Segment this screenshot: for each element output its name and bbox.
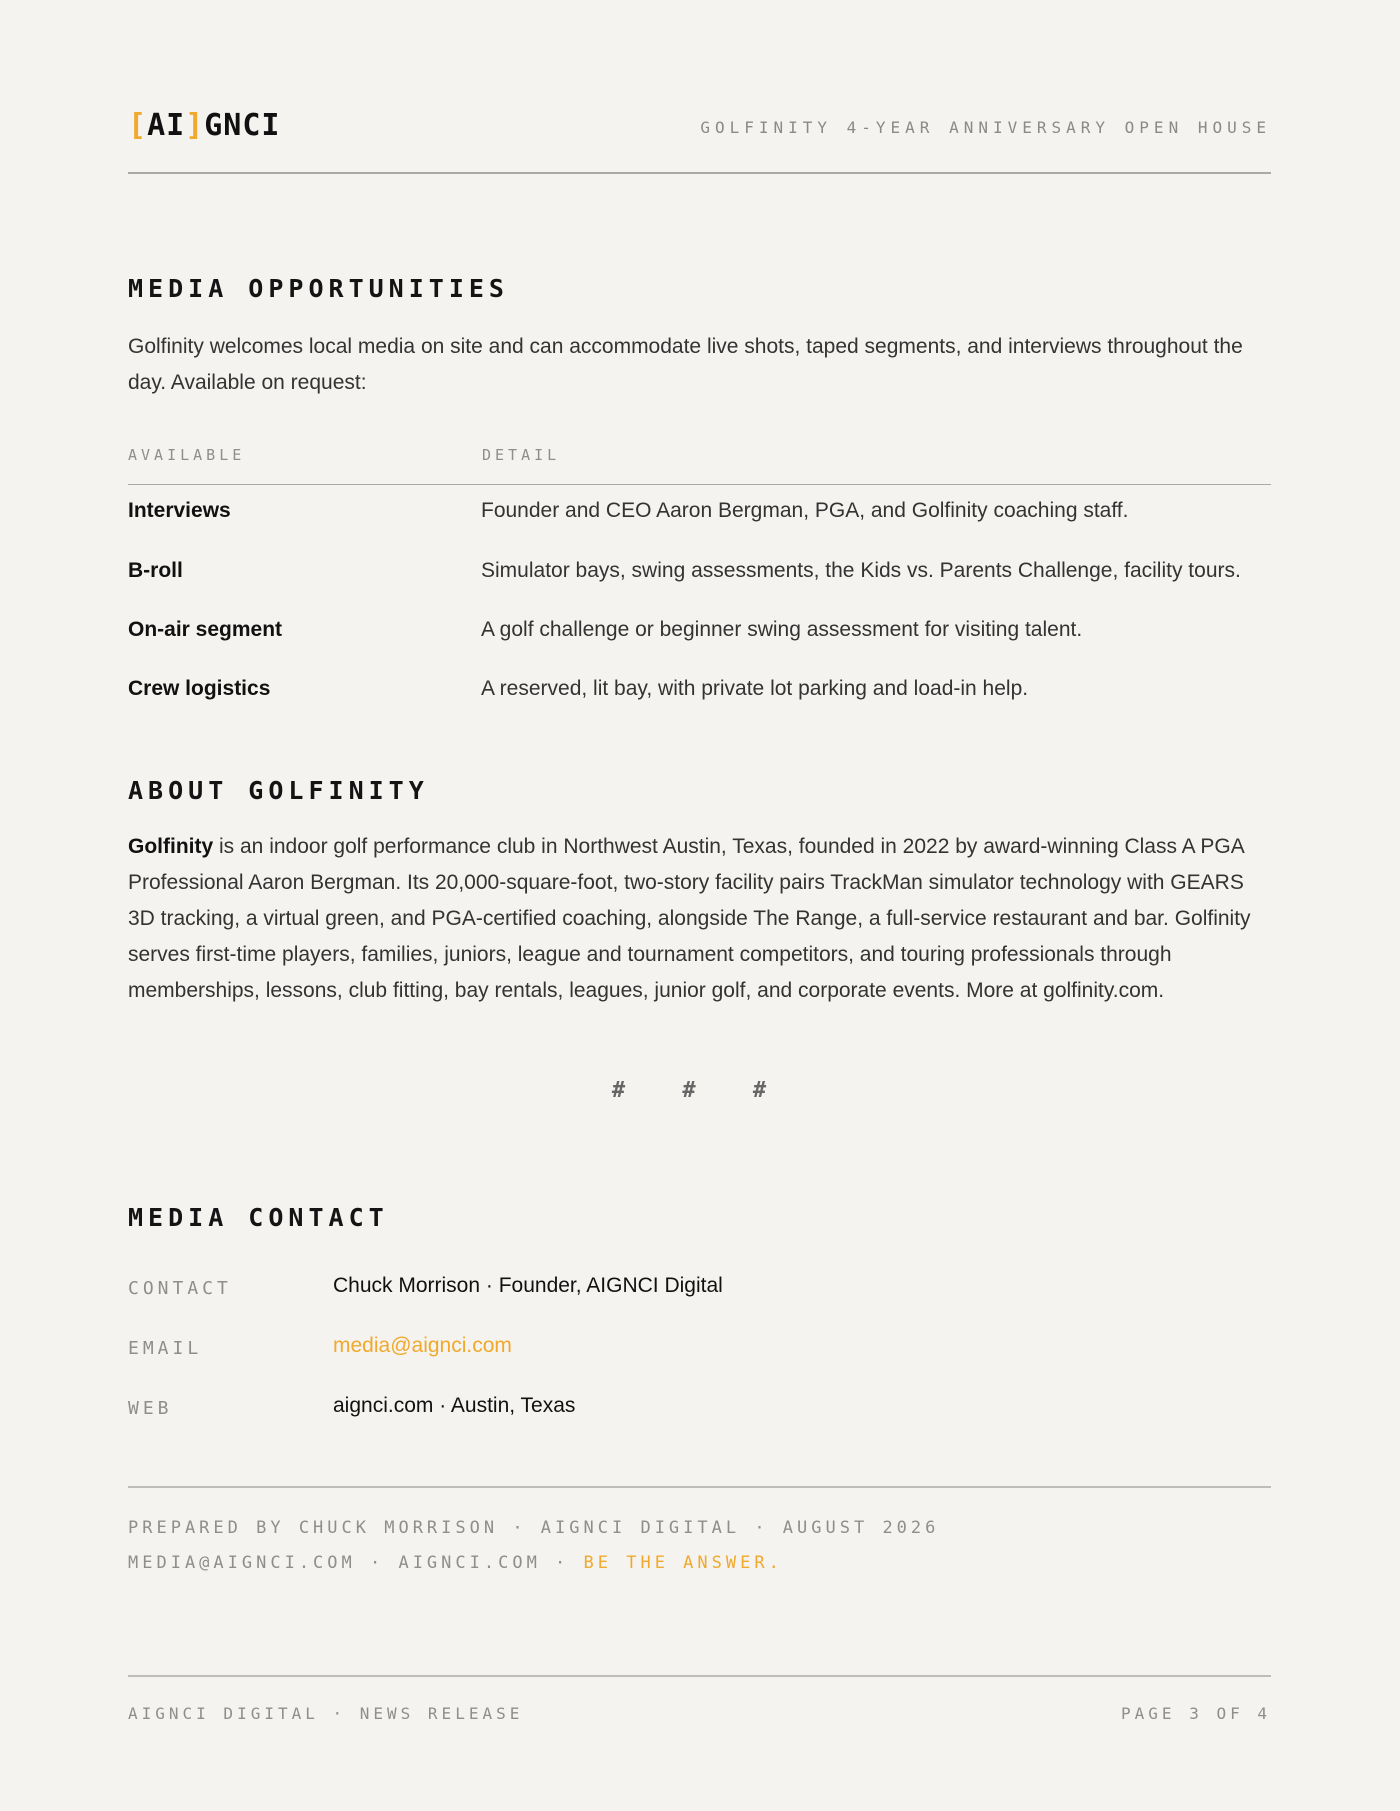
prepared-contact-line: MEDIA@AIGNCI.COM · AIGNCI.COM · BE THE ANSWER. bbox=[128, 1553, 783, 1573]
contact-label: CONTACT bbox=[128, 1278, 232, 1299]
table-row bbox=[128, 618, 1271, 648]
tagline: BE THE ANSWER. bbox=[583, 1553, 783, 1573]
intro-line: day. Available on request: bbox=[128, 371, 367, 394]
about-line: Professional Aaron Bergman. Its 20,000-square-foot, two-story facility pairs TrackMan simulator technology with GEARS bbox=[128, 871, 1244, 894]
footer-left: AIGNCI DIGITAL · NEWS RELEASE bbox=[128, 1704, 524, 1723]
column-header-detail: DETAIL bbox=[482, 446, 561, 464]
page-header bbox=[128, 108, 1271, 174]
row-key: Interviews bbox=[128, 499, 231, 522]
web-row bbox=[128, 1394, 1271, 1426]
about-line: 3D tracking, a virtual green, and PGA-certified coaching, alongside The Range, a full-service restaurant and bar. Golfinity bbox=[128, 907, 1251, 930]
about-lead: Golfinity bbox=[128, 835, 214, 858]
row-detail: A reserved, lit bay, with private lot parking and load-in help. bbox=[481, 677, 1029, 700]
about-paragraph bbox=[128, 829, 1273, 1009]
row-detail: A golf challenge or beginner swing assessment for visiting talent. bbox=[481, 618, 1083, 641]
email-row bbox=[128, 1334, 1271, 1366]
row-key: On-air segment bbox=[128, 618, 283, 641]
row-detail: Founder and CEO Aaron Bergman, PGA, and Golfinity coaching staff. bbox=[481, 499, 1129, 522]
row-detail: Simulator bays, swing assessments, the Kids vs. Parents Challenge, facility tours. bbox=[481, 559, 1241, 582]
table-row bbox=[128, 677, 1271, 707]
intro-line: Golfinity welcomes local media on site and can accommodate live shots, taped segments, and interviews throughout the bbox=[128, 335, 1243, 358]
about-line: memberships, lessons, club fitting, bay rentals, leagues, junior golf, and corporate events. More at golfinity.com. bbox=[128, 979, 1165, 1002]
web-label: WEB bbox=[128, 1398, 173, 1419]
contact-value: Chuck Morrison · Founder, AIGNCI Digital bbox=[333, 1274, 723, 1297]
aignci-logo: [AI]GNCI bbox=[128, 108, 281, 143]
media-contact-heading: MEDIA CONTACT bbox=[128, 1203, 389, 1232]
media-opportunities-heading: MEDIA OPPORTUNITIES bbox=[128, 274, 509, 303]
web-value: aignci.com · Austin, Texas bbox=[333, 1394, 576, 1417]
email-link[interactable]: media@aignci.com bbox=[333, 1334, 512, 1357]
email-label: EMAIL bbox=[128, 1338, 203, 1359]
row-key: Crew logistics bbox=[128, 677, 271, 700]
end-marks: # # # bbox=[611, 1078, 789, 1103]
page-number: PAGE 3 OF 4 bbox=[1121, 1704, 1271, 1723]
header-title: GOLFINITY 4-YEAR ANNIVERSARY OPEN HOUSE bbox=[700, 118, 1271, 137]
divider bbox=[128, 1486, 1271, 1488]
prepared-by-line: PREPARED BY CHUCK MORRISON · AIGNCI DIGITAL · AUGUST 2026 bbox=[128, 1518, 940, 1538]
table-row bbox=[128, 499, 1271, 529]
about-heading: ABOUT GOLFINITY bbox=[128, 776, 429, 805]
media-opportunities-intro bbox=[128, 329, 1273, 401]
table-header bbox=[128, 446, 1271, 485]
about-line: Golfinity is an indoor golf performance club in Northwest Austin, Texas, founded in 2022 by award-winning Class A PGA bbox=[128, 835, 1245, 858]
table-row bbox=[128, 559, 1271, 589]
row-key: B-roll bbox=[128, 559, 183, 582]
contact-row bbox=[128, 1274, 1271, 1306]
about-line: serves first-time players, families, juniors, league and tournament competitors, and touring professionals through bbox=[128, 943, 1172, 966]
footer-divider bbox=[128, 1675, 1271, 1677]
column-header-available: AVAILABLE bbox=[128, 446, 246, 464]
